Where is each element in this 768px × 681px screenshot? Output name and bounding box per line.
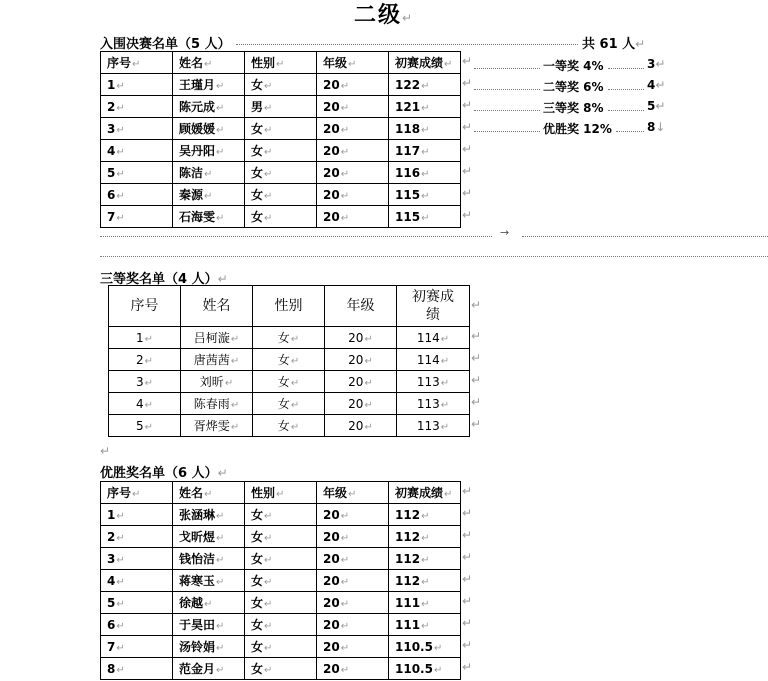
table-row <box>101 184 461 206</box>
leader-dots <box>474 110 540 111</box>
table-cell: 秦源↵ <box>173 184 245 206</box>
award-label: 优胜奖 12% <box>543 122 612 136</box>
table-cell: 4↵ <box>109 393 181 415</box>
row-end-mark: ↵ <box>462 660 473 674</box>
row-end-mark: ↵ <box>462 120 473 134</box>
table-cell: 20↵ <box>317 96 389 118</box>
table-cell: 女↵ <box>245 548 317 570</box>
leader-dots <box>474 131 540 132</box>
column-header: 年级↵ <box>317 482 389 504</box>
table-cell: 20↵ <box>317 526 389 548</box>
column-header: 序号↵ <box>101 52 173 74</box>
table-cell: 111↵ <box>389 592 461 614</box>
row-end-mark: ↵ <box>462 98 473 112</box>
table-cell: 6↵ <box>101 184 173 206</box>
row-end-mark: ↵ <box>462 208 473 222</box>
table-cell: 20↵ <box>317 548 389 570</box>
table-row <box>109 327 470 349</box>
table-cell: 女↵ <box>253 393 325 415</box>
row-end-mark: ↵ <box>462 142 473 156</box>
table-cell: 111↵ <box>389 614 461 636</box>
column-header: 性别↵ <box>245 52 317 74</box>
table-cell: 112↵ <box>389 526 461 548</box>
row-end-mark: ↵ <box>471 329 482 343</box>
table-row <box>101 206 461 228</box>
table-row <box>109 371 470 393</box>
table-cell: 1↵ <box>109 327 181 349</box>
row-end-mark: ↵ <box>462 638 473 652</box>
table-cell: 于昊田↵ <box>173 614 245 636</box>
leader-dots <box>236 44 578 45</box>
table-row <box>109 415 470 437</box>
table-cell: 113↵ <box>397 415 470 437</box>
table-cell: 3↵ <box>109 371 181 393</box>
table-cell: 唐茜茜↵ <box>181 349 253 371</box>
leader-dots <box>474 68 540 69</box>
table-cell: 113↵ <box>397 393 470 415</box>
separator-dots <box>100 236 492 237</box>
table-cell: 20↵ <box>317 162 389 184</box>
table-cell: 20↵ <box>325 393 397 415</box>
table-cell: 女↵ <box>253 415 325 437</box>
award-count: 5↵ <box>647 99 666 113</box>
table-cell: 女↵ <box>245 162 317 184</box>
table-row <box>101 118 461 140</box>
table-cell: 女↵ <box>253 349 325 371</box>
table-cell: 汤铃娟↵ <box>173 636 245 658</box>
table-cell: 3↵ <box>101 118 173 140</box>
table-cell: 20↵ <box>325 327 397 349</box>
table-cell: 女↵ <box>245 592 317 614</box>
total-count: 共 61 人↵ <box>582 37 646 52</box>
table-cell: 4↵ <box>101 570 173 592</box>
row-end-mark: ↵ <box>471 395 482 409</box>
table-cell: 20↵ <box>317 118 389 140</box>
row-end-mark: ↵ <box>462 528 473 542</box>
table-row <box>109 393 470 415</box>
table-cell: 117↵ <box>389 140 461 162</box>
column-header: 初赛成 绩 <box>397 286 470 327</box>
table-cell: 陈春雨↵ <box>181 393 253 415</box>
table-cell: 吴丹阳↵ <box>173 140 245 162</box>
separator-dots-2 <box>100 256 768 257</box>
table-cell: 20↵ <box>325 371 397 393</box>
table-cell: 张涵琳↵ <box>173 504 245 526</box>
table-cell: 112↵ <box>389 570 461 592</box>
row-end-mark: ↵ <box>462 616 473 630</box>
table-row <box>101 592 461 614</box>
table-header-row <box>101 52 461 74</box>
page-title: 二级↵ <box>353 3 415 28</box>
table-cell: 女↵ <box>245 74 317 96</box>
row-end-mark: ↵ <box>462 484 473 498</box>
table-cell: 蒋寒玉↵ <box>173 570 245 592</box>
table-cell: 121↵ <box>389 96 461 118</box>
table-cell: 女↵ <box>245 526 317 548</box>
row-end-mark: ↵ <box>462 54 473 68</box>
leader-dots <box>608 110 644 111</box>
table-cell: 20↵ <box>317 636 389 658</box>
table-cell: 7↵ <box>101 636 173 658</box>
table-cell: 122↵ <box>389 74 461 96</box>
table-cell: 20↵ <box>325 349 397 371</box>
column-header: 姓名↵ <box>173 52 245 74</box>
table-cell: 20↵ <box>317 184 389 206</box>
table-cell: 2↵ <box>101 526 173 548</box>
column-header: 初赛成绩↵ <box>389 52 461 74</box>
column-header: 姓名↵ <box>173 482 245 504</box>
table-cell: 女↵ <box>253 371 325 393</box>
table-cell: 范金月↵ <box>173 658 245 680</box>
table-cell: 112↵ <box>389 548 461 570</box>
award-count: 8↓ <box>647 120 666 134</box>
award-label: 三等奖 8% <box>543 101 604 115</box>
table-cell: 110.5↵ <box>389 658 461 680</box>
award-count: 3↵ <box>647 57 666 71</box>
award-count: 4↵ <box>647 78 666 92</box>
table-cell: 女↵ <box>245 140 317 162</box>
table-cell: 女↵ <box>245 118 317 140</box>
leader-dots <box>608 89 644 90</box>
row-end-mark: ↵ <box>471 373 482 387</box>
table-cell: 112↵ <box>389 504 461 526</box>
row-end-mark: ↵ <box>471 417 482 431</box>
merit-prize-table <box>100 481 461 680</box>
table-cell: 徐越↵ <box>173 592 245 614</box>
table-row <box>101 570 461 592</box>
table-cell: 女↵ <box>245 658 317 680</box>
table-cell: 戈昕煜↵ <box>173 526 245 548</box>
column-header: 性别 <box>253 286 325 327</box>
table-cell: 女↵ <box>245 636 317 658</box>
table-cell: 女↵ <box>245 570 317 592</box>
table-cell: 1↵ <box>101 504 173 526</box>
table-cell: 石海雯↵ <box>173 206 245 228</box>
table-cell: 4↵ <box>101 140 173 162</box>
table-row <box>101 636 461 658</box>
row-end-mark: ↵ <box>471 351 482 365</box>
table-cell: 20↵ <box>317 592 389 614</box>
paragraph-mark: ↵ <box>100 444 111 458</box>
third-prize-table <box>108 285 470 437</box>
table-row <box>101 658 461 680</box>
table-row <box>101 504 461 526</box>
table-cell: 6↵ <box>101 614 173 636</box>
row-end-mark: ↵ <box>462 186 473 200</box>
table-cell: 8↵ <box>101 658 173 680</box>
table-cell: 20↵ <box>317 74 389 96</box>
leader-dots <box>474 89 540 90</box>
table-cell: 刘昕↵ <box>181 371 253 393</box>
table-cell: 20↵ <box>317 570 389 592</box>
row-end-mark: ↵ <box>462 76 473 90</box>
merit-prize-heading: 优胜奖名单（6 人）↵ <box>100 466 228 481</box>
table-cell: 王瑾月↵ <box>173 74 245 96</box>
tab-arrow-icon: → <box>500 226 510 239</box>
row-end-mark: ↵ <box>462 594 473 608</box>
award-label: 二等奖 6% <box>543 80 604 94</box>
finalists-table <box>100 51 461 228</box>
row-end-mark: ↵ <box>462 164 473 178</box>
table-cell: 2↵ <box>109 349 181 371</box>
column-header: 年级↵ <box>317 52 389 74</box>
table-cell: 20↵ <box>317 140 389 162</box>
table-cell: 顾媛媛↵ <box>173 118 245 140</box>
table-cell: 20↵ <box>325 415 397 437</box>
table-cell: 116↵ <box>389 162 461 184</box>
table-cell: 114↵ <box>397 349 470 371</box>
table-row <box>101 548 461 570</box>
table-cell: 女↵ <box>245 184 317 206</box>
table-cell: 女↵ <box>245 206 317 228</box>
table-cell: 女↵ <box>245 504 317 526</box>
table-cell: 115↵ <box>389 206 461 228</box>
row-end-mark: ↵ <box>462 550 473 564</box>
finalists-heading: 入围决赛名单（5 人） <box>100 37 231 52</box>
column-header: 初赛成绩↵ <box>389 482 461 504</box>
table-cell: 5↵ <box>101 162 173 184</box>
row-end-mark: ↵ <box>462 506 473 520</box>
table-cell: 女↵ <box>253 327 325 349</box>
table-row <box>101 140 461 162</box>
leader-dots <box>608 68 644 69</box>
row-end-mark: ↵ <box>471 297 482 312</box>
column-header: 年级 <box>325 286 397 327</box>
table-cell: 115↵ <box>389 184 461 206</box>
table-cell: 陈洁↵ <box>173 162 245 184</box>
table-cell: 吕柯漩↵ <box>181 327 253 349</box>
table-cell: 20↵ <box>317 206 389 228</box>
column-header: 性别↵ <box>245 482 317 504</box>
table-cell: 20↵ <box>317 504 389 526</box>
table-row <box>101 96 461 118</box>
table-cell: 113↵ <box>397 371 470 393</box>
table-cell: 1↵ <box>101 74 173 96</box>
table-cell: 118↵ <box>389 118 461 140</box>
table-header-row <box>101 482 461 504</box>
column-header: 序号 <box>109 286 181 327</box>
table-cell: 钱怡洁↵ <box>173 548 245 570</box>
table-header-row <box>109 286 470 327</box>
table-cell: 胥烨雯↵ <box>181 415 253 437</box>
table-cell: 2↵ <box>101 96 173 118</box>
column-header: 姓名 <box>181 286 253 327</box>
table-cell: 110.5↵ <box>389 636 461 658</box>
table-cell: 5↵ <box>109 415 181 437</box>
table-cell: 7↵ <box>101 206 173 228</box>
table-row <box>109 349 470 371</box>
table-row <box>101 162 461 184</box>
leader-dots <box>616 131 644 132</box>
table-cell: 114↵ <box>397 327 470 349</box>
table-row <box>101 526 461 548</box>
award-label: 一等奖 4% <box>543 59 604 73</box>
column-header: 序号↵ <box>101 482 173 504</box>
table-cell: 男↵ <box>245 96 317 118</box>
table-cell: 5↵ <box>101 592 173 614</box>
table-row <box>101 614 461 636</box>
row-end-mark: ↵ <box>462 572 473 586</box>
table-row <box>101 74 461 96</box>
table-cell: 3↵ <box>101 548 173 570</box>
table-cell: 20↵ <box>317 614 389 636</box>
table-cell: 女↵ <box>245 614 317 636</box>
table-cell: 陈元成↵ <box>173 96 245 118</box>
separator-dots-right <box>522 236 768 237</box>
table-cell: 20↵ <box>317 658 389 680</box>
third-prize-heading: 三等奖名单（4 人）↵ <box>100 272 228 287</box>
